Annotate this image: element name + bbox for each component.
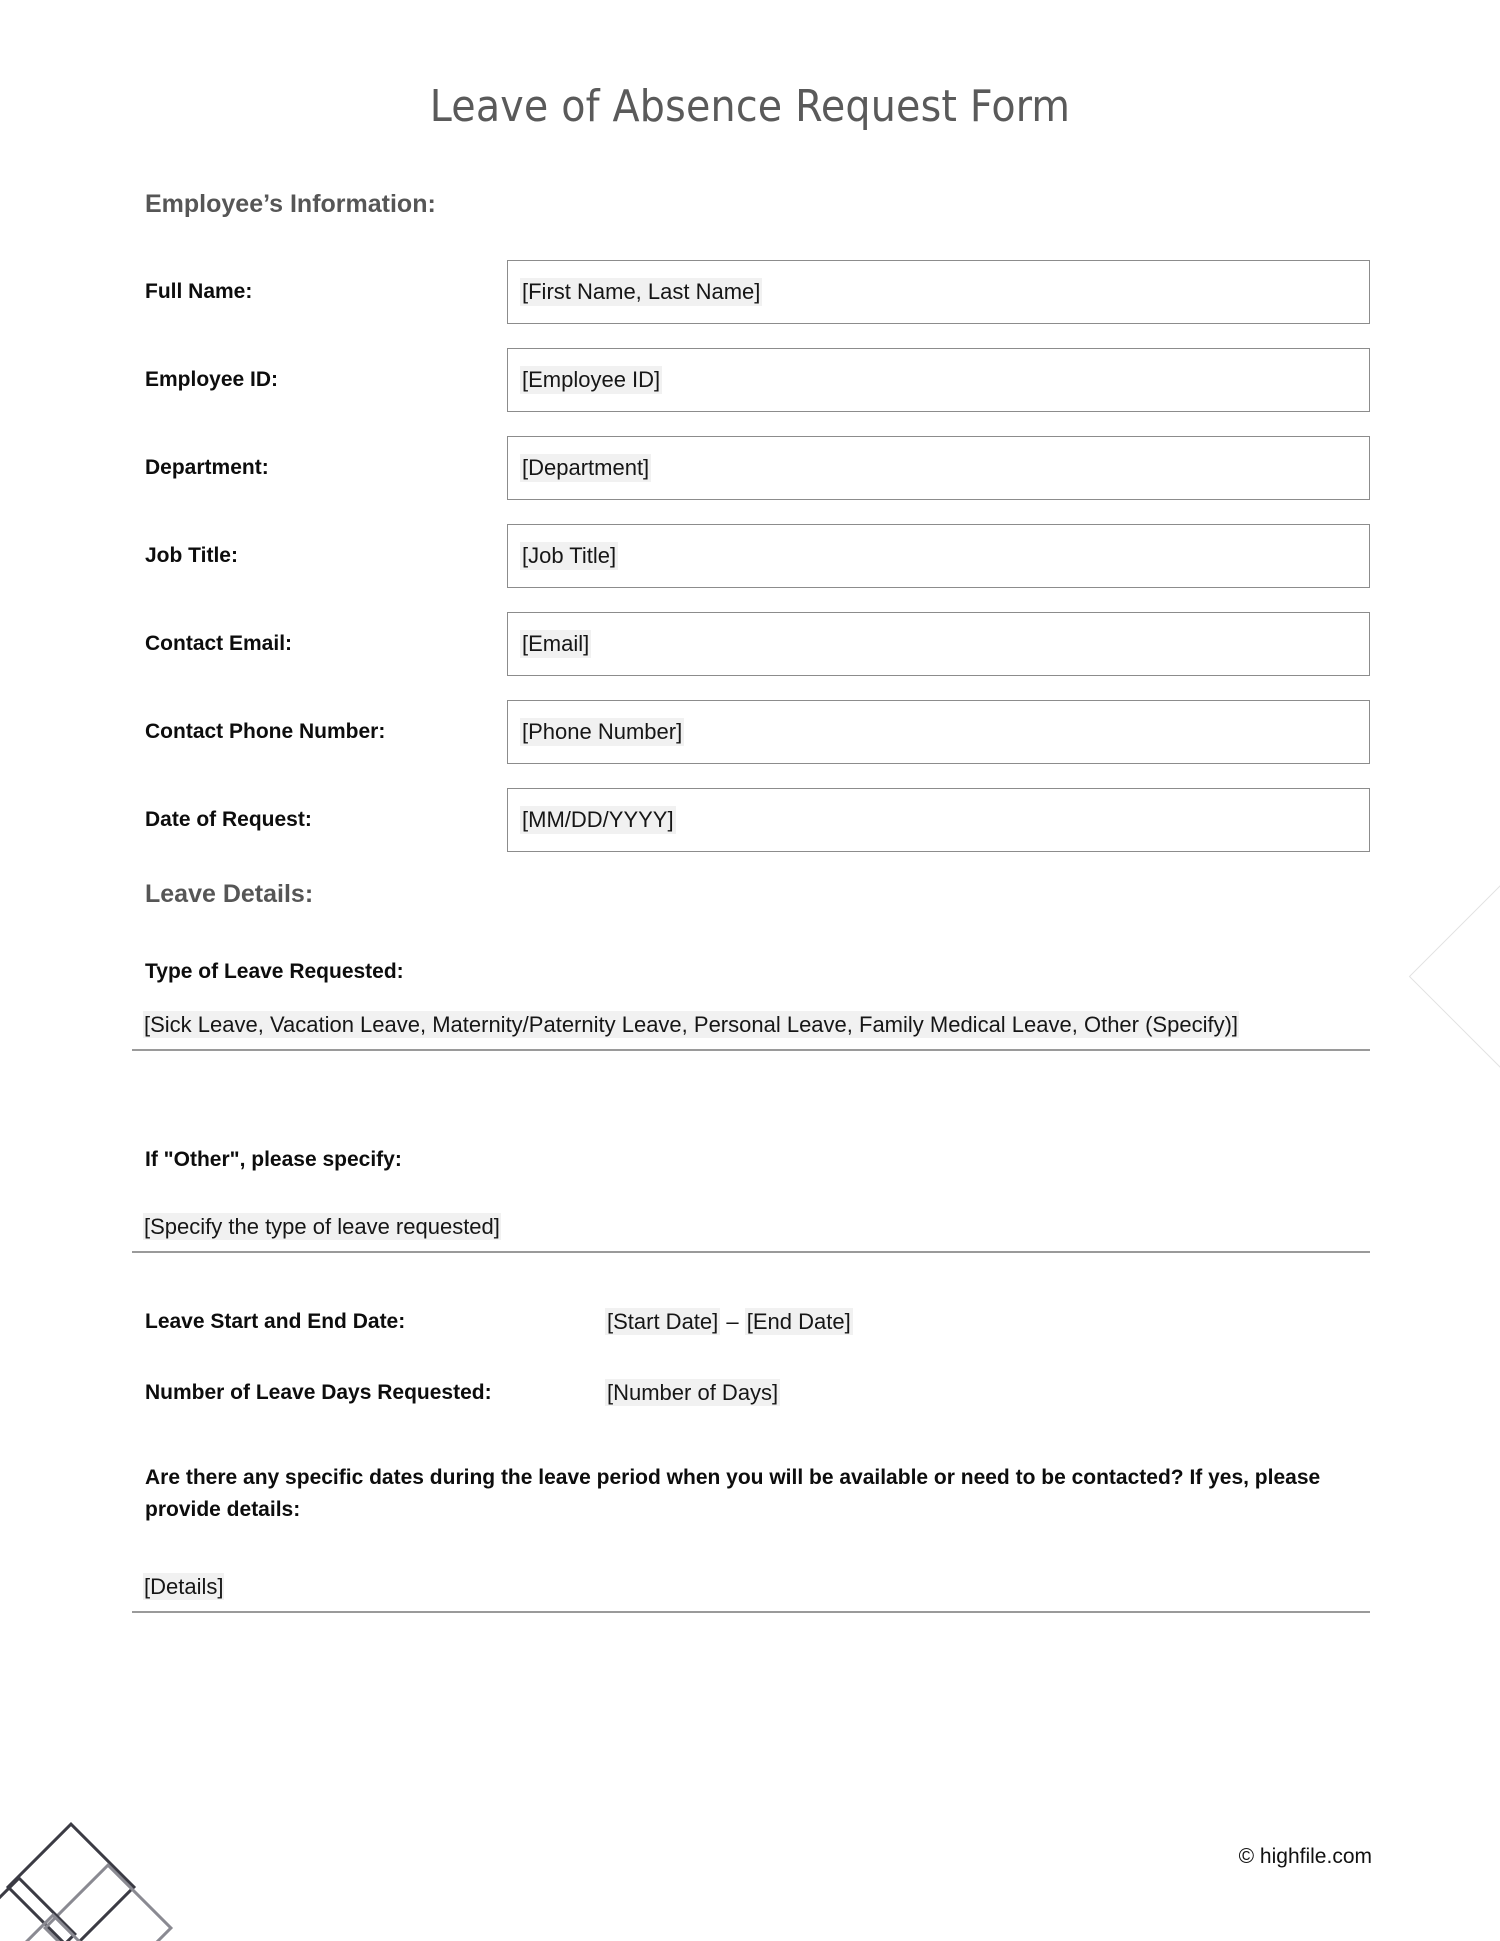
logo-diamond-icon (0, 1913, 111, 1941)
value-contact-email: [Email] (522, 631, 590, 656)
section-heading-employee-information: Employee’s Information: (145, 190, 436, 218)
value-full-name: [First Name, Last Name] (522, 279, 761, 304)
input-department[interactable] (507, 436, 1370, 500)
label-type-of-leave-requested: Type of Leave Requested: (145, 960, 404, 983)
field-row-employee-id (145, 348, 1370, 412)
value-number-of-leave-days-text: [Number of Days] (607, 1380, 779, 1405)
value-other-specify-text: [Specify the type of leave requested] (144, 1214, 500, 1239)
input-employee-id[interactable] (507, 348, 1370, 412)
value-job-title: [Job Title] (522, 543, 617, 568)
field-row-contact-phone-number (145, 700, 1370, 764)
input-contact-email[interactable] (507, 612, 1370, 676)
logo-diamond-icon (6, 1822, 136, 1941)
label-job-title: Job Title: (145, 544, 238, 567)
field-row-job-title (145, 524, 1370, 588)
value-contact-phone-number: [Phone Number] (522, 719, 683, 744)
value-other-specify (143, 1213, 501, 1240)
value-type-of-leave-requested (143, 1011, 1239, 1038)
input-date-of-request[interactable] (507, 788, 1370, 852)
page-title: Leave of Absence Request Form (429, 81, 1071, 132)
label-other-specify: If "Other", please specify: (145, 1148, 402, 1171)
input-contact-phone-number[interactable] (507, 700, 1370, 764)
label-contact-email: Contact Email: (145, 632, 293, 655)
value-leave-start-end-date[interactable] (605, 1309, 853, 1335)
label-department: Department: (145, 456, 269, 479)
field-row-contact-email (145, 612, 1370, 676)
input-job-title[interactable] (507, 524, 1370, 588)
value-date-of-request: [MM/DD/YYYY] (522, 807, 674, 832)
value-number-of-leave-days[interactable] (605, 1380, 780, 1406)
section-heading-leave-details: Leave Details: (145, 880, 314, 908)
field-row-date-of-request (145, 788, 1370, 852)
label-full-name: Full Name: (145, 280, 253, 303)
input-type-of-leave-requested[interactable] (132, 1008, 1370, 1051)
value-employee-id: [Employee ID] (522, 367, 661, 392)
value-department: [Department] (522, 455, 650, 480)
value-availability-details-text: [Details] (144, 1574, 224, 1599)
logo-diamond-icon (43, 1863, 173, 1941)
value-availability-details (143, 1573, 224, 1600)
label-availability-question: Are there any specific dates during the leave period when you will be available or need to be contacted? If yes, please provide details: (145, 1466, 1321, 1521)
value-type-of-leave-requested-text: [Sick Leave, Vacation Leave, Maternity/Paternity Leave, Personal Leave, Family Medical Leave, Other (Specify)] (144, 1012, 1239, 1037)
label-contact-phone-number: Contact Phone Number: (145, 720, 386, 743)
input-full-name[interactable] (507, 260, 1370, 324)
logo-diamond-icon (0, 1876, 77, 1941)
field-row-number-of-leave-days (145, 1381, 1370, 1411)
input-availability-details[interactable] (132, 1570, 1370, 1613)
value-date-separator: – (720, 1309, 745, 1334)
label-date-of-request: Date of Request: (145, 808, 312, 831)
label-employee-id: Employee ID: (145, 368, 279, 391)
value-leave-end-date: [End Date] (746, 1309, 851, 1334)
label-number-of-leave-days: Number of Leave Days Requested: (145, 1381, 492, 1404)
field-row-full-name (145, 260, 1370, 324)
field-row-leave-start-end-date (145, 1310, 1370, 1340)
field-row-department (145, 436, 1370, 500)
label-leave-start-end-date: Leave Start and End Date: (145, 1310, 406, 1333)
footer-credit: © highfile.com (1238, 1845, 1372, 1868)
diamond-watermark-icon (1409, 795, 1500, 1158)
input-other-specify[interactable] (132, 1210, 1370, 1253)
value-leave-start-date: [Start Date] (607, 1309, 719, 1334)
